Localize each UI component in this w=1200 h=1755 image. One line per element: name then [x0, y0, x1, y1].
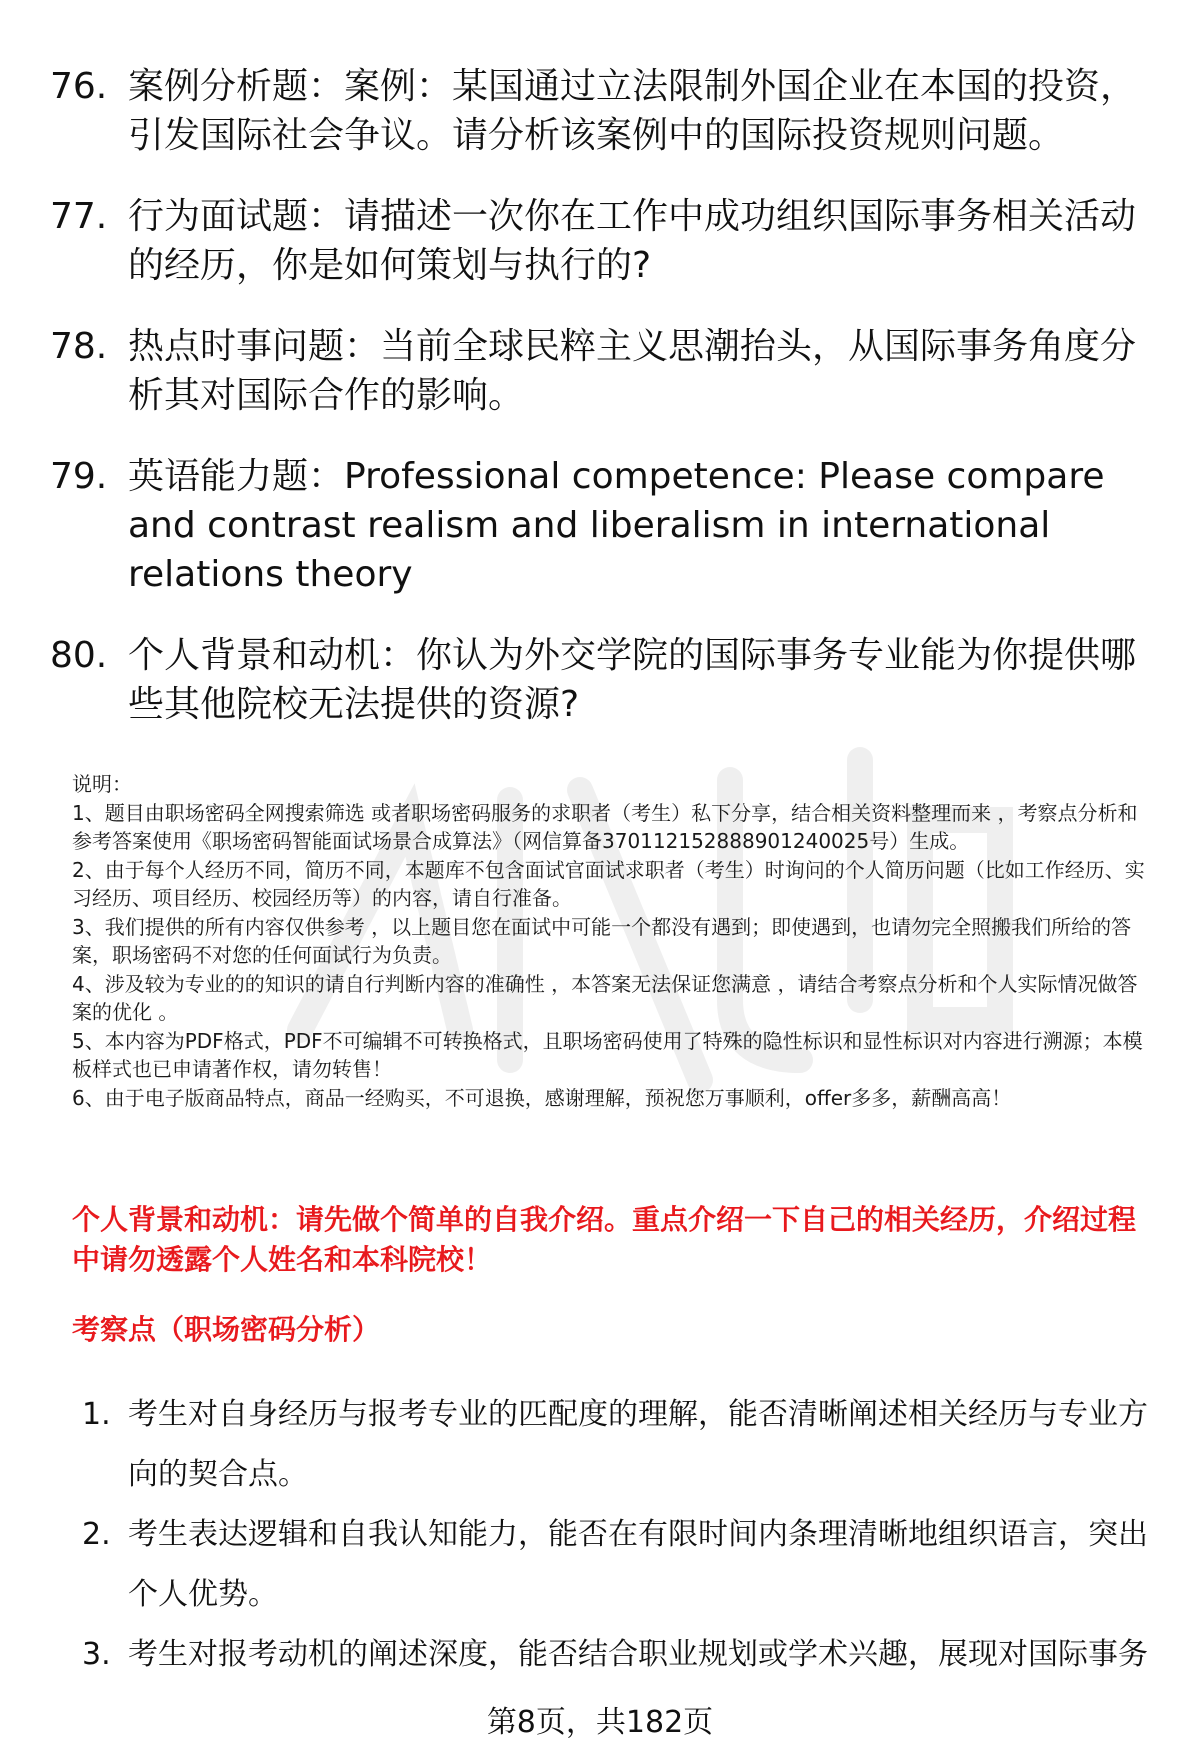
analysis-point [82, 1505, 1157, 1625]
highlighted-question: 个人背景和动机：请先做个简单的自我介绍。重点介绍一下自己的相关经历，介绍过程中请勿透露个人姓名和本科院校！ [72, 1203, 1137, 1276]
point-number: 1. [82, 1397, 111, 1432]
question-item [50, 452, 1140, 599]
question-number: 77. [50, 196, 108, 237]
point-text: 考生表达逻辑和自我认知能力，能否在有限时间内条理清晰地组织语言，突出个人优势。 [128, 1517, 1148, 1612]
question-item [50, 322, 1140, 420]
question-text: 案例分析题：案例：某国通过立法限制外国企业在本国的投资，引发国际社会争议。请分析该案例中的国际投资规则问题。 [128, 66, 1137, 156]
point-number: 2. [82, 1517, 111, 1552]
question-text: 热点时事问题：当前全球民粹主义思潮抬头，从国际事务角度分析其对国际合作的影响。 [128, 326, 1137, 416]
point-number: 3. [82, 1637, 111, 1672]
page-footer: 第8页，共182页 [486, 1705, 714, 1740]
point-text: 考生对报考动机的阐述深度，能否结合职业规划或学术兴趣，展现对国际事务 [128, 1637, 1148, 1672]
question-text: 英语能力题：Professional competence: Please compare and contrast realism and liberalism in international relations theory [128, 456, 1105, 595]
question-item [50, 631, 1140, 729]
note-item: 1、题目由职场密码全网搜索筛选 或者职场密码服务的求职者（考生）私下分享，结合相关资料整理而来 ，考察点分析和参考答案使用《职场密码智能面试场景合成算法》（网信算备370112152888901240025号）生成。 [72, 800, 1138, 853]
question-number: 78. [50, 326, 108, 367]
point-text: 考生对自身经历与报考专业的匹配度的理解，能否清晰阐述相关经历与专业方向的契合点。 [128, 1397, 1148, 1492]
question-number: 79. [50, 456, 108, 497]
question-text: 个人背景和动机：你认为外交学院的国际事务专业能为你提供哪些其他院校无法提供的资源? [128, 635, 1137, 725]
analysis-point-list [82, 1385, 1157, 1685]
question-text: 行为面试题：请描述一次你在工作中成功组织国际事务相关活动的经历，你是如何策划与执行的? [128, 196, 1137, 286]
analysis-section-title: 考察点（职场密码分析） [72, 1313, 381, 1346]
note-item: 5、本内容为PDF格式，PDF不可编辑不可转换格式，且职场密码使用了特殊的隐性标识和显性标识对内容进行溯源；本模板样式也已申请著作权，请勿转售！ [72, 1028, 1143, 1081]
question-list [50, 62, 1140, 761]
note-item: 2、由于每个人经历不同，简历不同，本题库不包含面试官面试求职者（考生）时询问的个人简历问题（比如工作经历、实习经历、项目经历、校园经历等）的内容，请自行准备。 [72, 857, 1145, 910]
notes-title: 说明： [72, 772, 132, 796]
analysis-point [82, 1625, 1157, 1685]
notes-section [72, 770, 1157, 1112]
question-number: 80. [50, 635, 108, 676]
note-item: 3、我们提供的所有内容仅供参考 ，以上题目您在面试中可能一个都没有遇到；即使遇到，也请勿完全照搬我们所给的答案，职场密码不对您的任何面试行为负责。 [72, 914, 1132, 967]
question-item [50, 192, 1140, 290]
question-number: 76. [50, 66, 108, 107]
analysis-point [82, 1385, 1157, 1505]
question-item [50, 62, 1140, 160]
note-item: 4、涉及较为专业的的知识的请自行判断内容的准确性 ，本答案无法保证您满意 ，请结合考察点分析和个人实际情况做答案的优化 。 [72, 971, 1138, 1024]
note-item: 6、由于电子版商品特点，商品一经购买，不可退换，感谢理解，预祝您万事顺利，offer多多，薪酬高高！ [72, 1085, 1012, 1110]
